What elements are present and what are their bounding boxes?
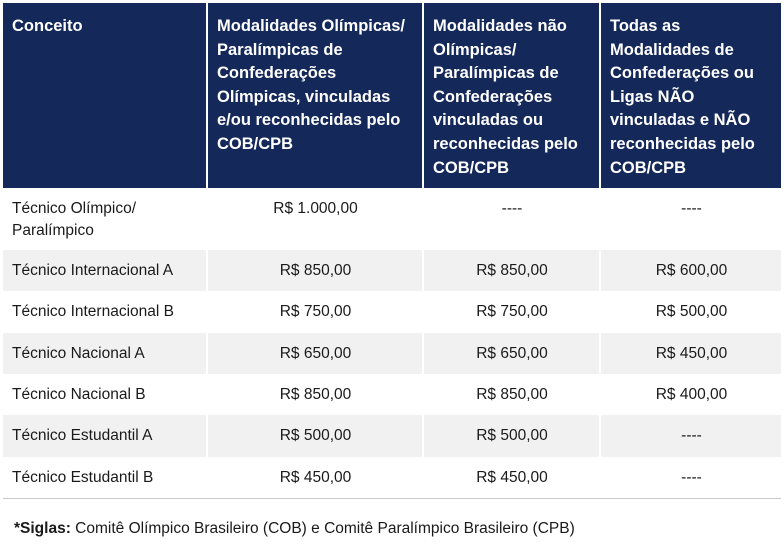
cell-nao-olimpicas: ---- xyxy=(423,188,600,250)
cell-nao-olimpicas: R$ 850,00 xyxy=(423,374,600,415)
table-bottom-divider xyxy=(3,498,781,499)
table-body xyxy=(3,188,781,498)
cell-olimpicas: R$ 1.000,00 xyxy=(207,188,423,250)
table-row xyxy=(3,333,781,374)
cell-nao-vinculadas: R$ 500,00 xyxy=(600,291,781,332)
cell-nao-vinculadas: R$ 450,00 xyxy=(600,333,781,374)
header-nao-vinculadas: Todas as Modalidades de Confederações ou Ligas NÃO vinculadas e NÃO reconhecidas pelo COB/CPB xyxy=(600,3,781,188)
header-row xyxy=(3,3,781,188)
cell-olimpicas: R$ 750,00 xyxy=(207,291,423,332)
cell-nao-vinculadas: ---- xyxy=(600,457,781,498)
row-label: Técnico Nacional B xyxy=(3,374,207,415)
header-nao-olimpicas: Modalidades não Olímpicas/ Paralímpicas de Confederações vinculadas ou reconhecidas pelo COB/CPB xyxy=(423,3,600,188)
row-label: Técnico Estudantil A xyxy=(3,415,207,456)
row-label: Técnico Nacional A xyxy=(3,333,207,374)
table-row xyxy=(3,291,781,332)
footnote-text: Comitê Olímpico Brasileiro (COB) e Comitê Paralímpico Brasileiro (CPB) xyxy=(70,520,575,537)
cell-olimpicas: R$ 500,00 xyxy=(207,415,423,456)
row-label: Técnico Estudantil B xyxy=(3,457,207,498)
cell-nao-vinculadas: R$ 400,00 xyxy=(600,374,781,415)
cell-nao-olimpicas: R$ 500,00 xyxy=(423,415,600,456)
table-row xyxy=(3,415,781,456)
table-row xyxy=(3,188,781,250)
footnote-label: *Siglas: xyxy=(14,520,71,537)
row-label: Técnico Olímpico/ Paralímpico xyxy=(3,188,207,250)
table-row xyxy=(3,374,781,415)
header-conceito: Conceito xyxy=(3,3,207,188)
cell-nao-olimpicas: R$ 650,00 xyxy=(423,333,600,374)
values-table xyxy=(3,3,781,498)
row-label: Técnico Internacional B xyxy=(3,291,207,332)
table-header xyxy=(3,3,781,188)
cell-olimpicas: R$ 850,00 xyxy=(207,250,423,291)
cell-nao-vinculadas: ---- xyxy=(600,188,781,250)
cell-nao-olimpicas: R$ 850,00 xyxy=(423,250,600,291)
table-row xyxy=(3,457,781,498)
table-row xyxy=(3,250,781,291)
header-olimpicas: Modalidades Olímpicas/ Paralímpicas de Confederações Olímpicas, vinculadas e/ou reconhecidas pelo COB/CPB xyxy=(207,3,423,188)
cell-olimpicas: R$ 850,00 xyxy=(207,374,423,415)
cell-nao-vinculadas: ---- xyxy=(600,415,781,456)
cell-nao-olimpicas: R$ 750,00 xyxy=(423,291,600,332)
cell-olimpicas: R$ 650,00 xyxy=(207,333,423,374)
cell-nao-vinculadas: R$ 600,00 xyxy=(600,250,781,291)
footnote xyxy=(14,518,575,540)
row-label: Técnico Internacional A xyxy=(3,250,207,291)
cell-nao-olimpicas: R$ 450,00 xyxy=(423,457,600,498)
cell-olimpicas: R$ 450,00 xyxy=(207,457,423,498)
